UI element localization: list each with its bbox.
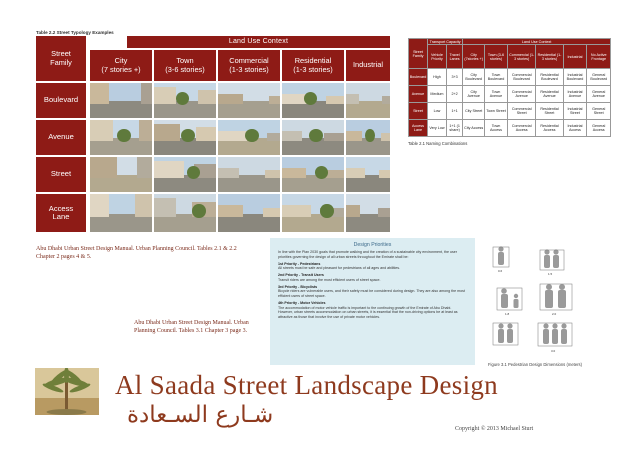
table-cell: Very Low <box>428 120 447 137</box>
col-header-line1: Residential <box>294 56 332 66</box>
street-photo-access-lane-commercial <box>218 194 280 232</box>
table-col-header: No Active Frontage <box>587 45 611 69</box>
table-corner-header: Street Family <box>409 39 428 69</box>
pedestrian-dimensions-figure <box>478 244 608 362</box>
land-use-header: Land Use Context <box>127 36 390 48</box>
people-group-icon <box>545 284 566 308</box>
table-caption: Table 2.1 Naming Combinations <box>408 141 468 146</box>
table-cell: City Avenue <box>463 86 485 103</box>
reference-1 <box>36 246 237 261</box>
table-cell: Residential Avenue <box>536 86 563 103</box>
street-family-header <box>36 36 86 81</box>
table-cell: Commercial Access <box>507 120 536 137</box>
dimension-label: 0.6 <box>498 269 503 273</box>
row-header-line1: Boulevard <box>43 95 79 105</box>
table-cell: City Boulevard <box>463 69 485 86</box>
page-title: Al Saada Street Landscape Design <box>115 370 498 400</box>
col-header-commercial <box>218 50 280 81</box>
col-header-line2: (1-3 stories) <box>229 64 269 74</box>
col-header-residential <box>282 50 344 81</box>
table-row <box>409 120 611 137</box>
row-header-avenue <box>36 120 86 155</box>
transport-capacity-header: Transport Capacity <box>428 39 463 45</box>
table-col-header: Vehicle Priority <box>428 45 447 69</box>
priority-body: All streets must be safe and pleasant for pedestrians of all ages and abilities. <box>278 266 401 271</box>
street-photo-avenue-town <box>154 120 216 155</box>
row-header-boulevard <box>36 83 86 118</box>
table-cell: Medium <box>428 86 447 103</box>
table-cell: City Street <box>463 103 485 120</box>
col-header-town <box>154 50 216 81</box>
col-header-line1: Industrial <box>353 60 383 70</box>
priority-body: Bicycle riders are vulnerable users, and their safety must be considered during design. They are also among the most efficient users of street space. <box>278 289 465 298</box>
col-header-city <box>90 50 152 81</box>
table-cell: Town Avenue <box>485 86 508 103</box>
priorities-title: Design Priorities <box>353 242 392 248</box>
street-photo-boulevard-city <box>90 83 152 118</box>
table-cell: Residential Street <box>536 103 563 120</box>
col-header-line1: Town <box>176 56 194 66</box>
typology-caption: Table 2.2 Street Typology Examples <box>36 30 114 35</box>
table-cell: Town Access <box>485 120 508 137</box>
street-photo-boulevard-town <box>154 83 216 118</box>
person-with-child-icon <box>501 288 519 308</box>
priority-heading: 3rd Priority - Bicyclists <box>278 284 318 289</box>
street-photo-avenue-residential <box>282 120 344 155</box>
table-cell: General Street <box>587 103 611 120</box>
dimension-label: 2.0 <box>552 312 557 316</box>
table-cell: General Boulevard <box>587 69 611 86</box>
street-photo-avenue-city <box>90 120 152 155</box>
dimension-label: 1.5 <box>548 272 553 276</box>
row-header-line1: Avenue <box>48 132 74 142</box>
land-use-context-header: Land Use Context <box>463 39 611 45</box>
col-header-line1: City <box>114 56 128 66</box>
col-header-line1: Commercial <box>229 56 269 66</box>
row-header-street <box>36 157 86 192</box>
reference-1-line: Abu Dhabi Urban Street Design Manual. Urban Planning Council. Tables 2.1 & 2.2 <box>36 246 237 252</box>
table-cell: Low <box>428 103 447 120</box>
reference-2-line: Planning Council. Tables 3.1 Chapter 3 page 3. <box>134 327 248 334</box>
table-col-header: Town (3-6 stories) <box>485 45 508 69</box>
corner-line1: Street <box>51 49 71 59</box>
street-photo-street-city <box>90 157 152 192</box>
street-typology-grid <box>36 36 390 232</box>
street-photo-avenue-commercial <box>218 120 280 155</box>
table-row <box>409 103 611 120</box>
design-priorities-panel <box>270 238 475 365</box>
table-col-header: City (7stories +) <box>463 45 485 69</box>
pedestrian-crowd-icon <box>543 323 567 344</box>
table-cell: Residential Access <box>536 120 563 137</box>
pedestrian-pair-icon <box>498 323 513 343</box>
row-header-access-lane <box>36 194 86 232</box>
street-photo-street-town <box>154 157 216 192</box>
table-cell: Town Boulevard <box>485 69 508 86</box>
col-header-line2: (7 stories +) <box>101 64 141 74</box>
street-photo-street-commercial <box>218 157 280 192</box>
table-cell: Residential Boulevard <box>536 69 563 86</box>
table-cell: 1+1 (1 share) <box>446 120 462 137</box>
table-cell: General Access <box>587 120 611 137</box>
row-header-line1: Access <box>48 203 74 213</box>
reference-2 <box>134 320 249 335</box>
priority-heading: 2nd Priority - Transit Users <box>278 273 324 278</box>
street-photo-boulevard-residential <box>282 83 344 118</box>
street-photo-access-lane-city <box>90 194 152 232</box>
street-photo-access-lane-industrial <box>346 194 390 232</box>
table-col-header: Commercial (1-3 stories) <box>507 45 536 69</box>
palm-tree-thumbnail <box>35 368 99 415</box>
street-photo-street-industrial <box>346 157 390 192</box>
table-cell: Industrial Avenue <box>563 86 587 103</box>
table-cell: Industrial Street <box>563 103 587 120</box>
table-row-header: Street <box>409 103 428 120</box>
dimension-label: 1.8 <box>505 312 510 316</box>
col-header-line2: (3-6 stories) <box>165 64 205 74</box>
table-row-header: Boulevard <box>409 69 428 86</box>
table-cell: Commercial Avenue <box>507 86 536 103</box>
street-photo-access-lane-residential <box>282 194 344 232</box>
table-cell: 1+1 <box>446 103 462 120</box>
person-icon <box>498 246 504 265</box>
street-photo-access-lane-town <box>154 194 216 232</box>
row-header-line1: Street <box>50 169 72 179</box>
priority-body: Transit riders are among the most efficient users of street space. <box>278 277 381 282</box>
naming-combinations-table <box>408 38 611 137</box>
table-cell: High <box>428 69 447 86</box>
priority-body: The accommodation of motor vehicle traffic is important to the continuing growth of the Emirate of Abu Dhabi. However, urban streets accommodation on urban streets, it is essential that the non-driving options be at least as attractive as those that involve the use of private motor vehicles. <box>278 305 458 319</box>
street-photo-street-residential <box>282 157 344 192</box>
table-cell: Industrial Access <box>563 120 587 137</box>
row-header-line2: Lane <box>52 212 70 221</box>
reference-1-line: Chapter 2 pages 4 & 5. <box>36 253 92 260</box>
table-cell: Industrial Boulevard <box>563 69 587 86</box>
table-row-header: Access Lane <box>409 120 428 137</box>
table-cell: 3+3 <box>446 69 462 86</box>
priority-heading: 1st Priority - Pedestrians <box>278 261 321 266</box>
col-header-line2: (1-3 stories) <box>293 64 333 74</box>
copyright-notice: Copyright © 2013 Michael Sturt <box>455 426 534 432</box>
table-col-header: Travel Lanes <box>446 45 462 69</box>
table-cell: 2+2 <box>446 86 462 103</box>
priorities-intro: In line with the Plan 2030 goals that promote walking and the creation of a sustainable city environment, the user priorities governing the design of all urban streets throughout the Emirate shall be: <box>278 250 457 259</box>
col-header-industrial <box>346 50 390 81</box>
table-row <box>409 69 611 86</box>
table-cell: Commercial Boulevard <box>507 69 536 86</box>
dimension-label: 3.0 <box>551 349 556 353</box>
table-row <box>409 86 611 103</box>
table-col-header: Residential (1-3 stories) <box>536 45 563 69</box>
person-icon <box>544 249 559 268</box>
priority-heading: 4th Priority - Motor Vehicles <box>278 300 326 305</box>
table-cell: General Avenue <box>587 86 611 103</box>
reference-2-line: Abu Dhabi Urban Street Design Manual. Urban <box>134 320 249 326</box>
arabic-title: شـارع السـعادة <box>127 402 274 428</box>
street-photo-avenue-industrial <box>346 120 390 155</box>
corner-line2: Family <box>50 57 72 67</box>
table-row-header: Avenue <box>409 86 428 103</box>
street-photo-boulevard-commercial <box>218 83 280 118</box>
table-cell: Commercial Street <box>507 103 536 120</box>
table-col-header: Industrial <box>563 45 587 69</box>
table-cell: City Access <box>463 120 485 137</box>
figure-caption: Figure 3.1 Pedestrian Design Dimensions (meters) <box>488 362 583 367</box>
table-cell: Town Street <box>485 103 508 120</box>
street-photo-boulevard-industrial <box>346 83 390 118</box>
